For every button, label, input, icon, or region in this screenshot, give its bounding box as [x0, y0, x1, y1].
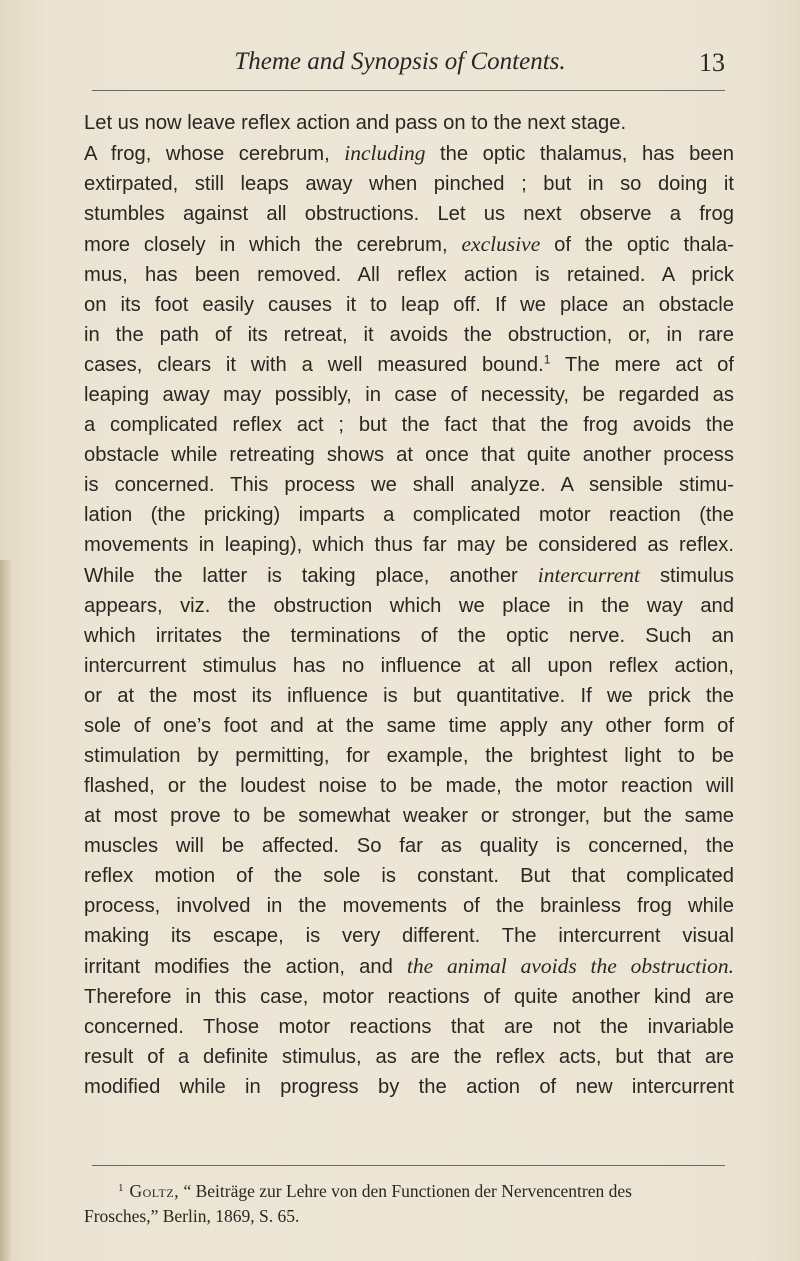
text-line	[84, 831, 734, 861]
text-line	[84, 1042, 734, 1072]
text-segment: appears, viz. the obstruction which we place in the way and	[84, 595, 734, 617]
text-segment: making its escape, is very different. The intercurrent visual	[84, 925, 734, 947]
footnote-text-1: “ Beiträge zur Lehre von den Functionen der Nervencentren des	[179, 1181, 632, 1201]
italic-text: intercurrent	[537, 563, 641, 587]
text-segment: is concerned. This process we shall analyze. A sensible stimu-	[84, 474, 734, 496]
footnote-reference: 1	[543, 352, 551, 367]
text-line	[84, 891, 734, 921]
text-segment: extirpated, still leaps away when pinched ; but in so doing it	[84, 173, 734, 195]
text-segment: stumbles against all obstructions. Let us next observe a frog	[84, 203, 734, 225]
page-edge-shadow	[0, 560, 12, 1261]
text-line	[84, 982, 734, 1012]
header-rule	[92, 90, 725, 91]
text-segment: at most prove to be somewhat weaker or stronger, but the same	[84, 805, 734, 827]
text-segment: cases, clears it with a well measured bound.	[84, 354, 544, 376]
text-line	[84, 741, 734, 771]
text-segment: The mere act of	[550, 354, 734, 376]
text-segment: which irritates the terminations of the optic nerve. Such an	[84, 625, 734, 647]
footnote-rule	[92, 1165, 725, 1166]
text-line	[84, 169, 734, 199]
text-segment: lation (the pricking) imparts a complicated motor reaction (the	[84, 504, 734, 526]
text-segment: stimulus	[640, 565, 734, 587]
text-segment: reflex motion of the sole is constant. But that complicated	[84, 865, 734, 887]
text-segment: Let us now leave reflex action and pass on to the next stage.	[84, 112, 627, 134]
text-segment: sole of one’s foot and at the same time apply any other form of	[84, 715, 734, 737]
text-segment: muscles will be affected. So far as quality is concerned, the	[84, 835, 734, 857]
page-number: 13	[699, 48, 725, 77]
text-segment: leaping away may possibly, in case of necessity, be regarded as	[84, 384, 734, 406]
text-segment: the optic thalamus, has been	[425, 143, 734, 165]
text-line	[84, 771, 734, 801]
text-segment: flashed, or the loudest noise to be made, the motor reaction will	[84, 775, 734, 797]
text-line	[84, 621, 734, 651]
text-segment: in the path of its retreat, it avoids the obstruction, or, in rare	[84, 324, 734, 346]
text-segment: mus, has been removed. All reflex action is retained. A prick	[84, 264, 734, 286]
page-header	[0, 40, 800, 90]
text-line	[84, 470, 734, 500]
italic-text: including	[344, 141, 426, 165]
text-segment: on its foot easily causes it to leap off. If we place an obstacle	[84, 294, 734, 316]
text-line	[84, 440, 734, 470]
footnote-marker: 1	[118, 1182, 124, 1194]
footnote	[84, 1176, 734, 1229]
text-segment: result of a definite stimulus, as are the reflex acts, but that are	[84, 1046, 734, 1068]
text-line	[84, 500, 734, 530]
text-line	[84, 260, 734, 290]
text-line	[84, 199, 734, 229]
text-segment: a complicated reflex act ; but the fact that the frog avoids the	[84, 414, 734, 436]
text-segment: obstacle while retreating shows at once that quite another process	[84, 444, 734, 466]
text-segment: intercurrent stimulus has no influence at all upon reflex action,	[84, 655, 734, 677]
text-line	[84, 951, 734, 982]
text-line	[84, 350, 734, 380]
text-segment: stimulation by permitting, for example, the brightest light to be	[84, 745, 734, 767]
footnote-line-1	[84, 1176, 734, 1204]
text-line	[84, 921, 734, 951]
text-segment: movements in leaping), which thus far may be considered as reflex.	[84, 534, 734, 556]
text-line	[84, 560, 734, 591]
text-line	[84, 711, 734, 741]
text-segment: more closely in which the cerebrum,	[84, 234, 462, 256]
text-line	[84, 1072, 734, 1102]
text-segment: While the latter is taking place, another	[84, 565, 538, 587]
text-line	[84, 651, 734, 681]
text-segment: or at the most its influence is but quantitative. If we prick the	[84, 685, 734, 707]
text-line	[84, 801, 734, 831]
text-line	[84, 380, 734, 410]
text-segment: concerned. Those motor reactions that are not the invariable	[84, 1016, 734, 1038]
text-line	[84, 410, 734, 440]
italic-text: the animal avoids the obstruction.	[406, 954, 734, 978]
text-line	[84, 138, 734, 169]
running-title: Theme and Synopsis of Contents.	[234, 48, 566, 75]
text-segment: modified while in progress by the action of new intercurrent	[84, 1076, 734, 1098]
text-line	[84, 1012, 734, 1042]
text-line	[84, 530, 734, 560]
footnote-author: Goltz,	[129, 1181, 180, 1201]
text-segment: Therefore in this case, motor reactions of quite another kind are	[84, 986, 734, 1008]
text-line	[84, 591, 734, 621]
text-segment: process, involved in the movements of the brainless frog while	[84, 895, 734, 917]
body-text	[84, 108, 734, 1102]
italic-text: exclusive	[461, 232, 541, 256]
text-segment: irritant modifies the action, and	[84, 956, 407, 978]
text-line	[84, 229, 734, 260]
text-line	[84, 861, 734, 891]
text-line	[84, 681, 734, 711]
text-line	[84, 108, 734, 138]
text-line	[84, 320, 734, 350]
text-line	[84, 290, 734, 320]
text-segment: of the optic thala-	[540, 234, 734, 256]
text-segment: A frog, whose cerebrum,	[84, 143, 345, 165]
footnote-line-2: Frosches,” Berlin, 1869, S. 65.	[84, 1206, 300, 1226]
